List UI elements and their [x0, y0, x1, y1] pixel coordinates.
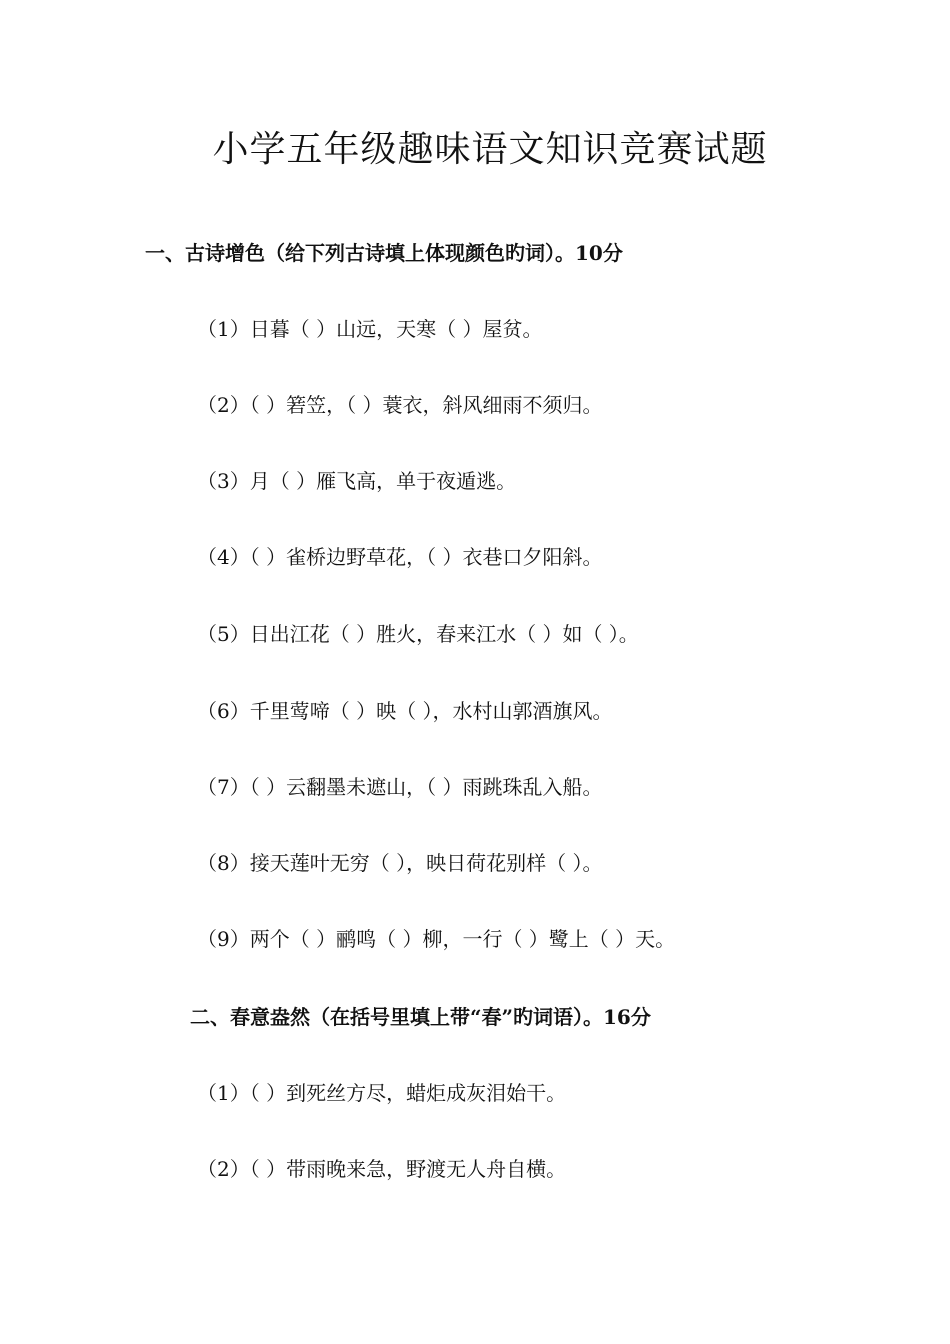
section-2-heading: 二、春意盎然（在括号里填上带“春”旳词语）。16分: [190, 1005, 651, 1029]
section-1-heading: 一、古诗增色（给下列古诗填上体现颜色旳词）。10分: [145, 241, 623, 265]
question-1-8: （8）接天莲叶无穷（ ），映日荷花别样（ ）。: [197, 851, 603, 875]
question-1-9: （9）两个（ ）鹂鸣（ ）柳，一行（ ）鹭上（ ）天。: [197, 927, 676, 951]
question-1-3: （3）月（ ）雁飞高，单于夜遁逃。: [197, 469, 517, 493]
question-2-2: （2）（ ）带雨晚来急，野渡无人舟自横。: [197, 1157, 567, 1181]
question-1-6: （6）千里莺啼（ ）映（ ），水村山郭酒旗风。: [197, 699, 613, 723]
question-2-1: （1）（ ）到死丝方尽，蜡炬成灰泪始干。: [197, 1081, 567, 1105]
question-1-1: （1）日暮（ ）山远，天寒（ ）屋贫。: [197, 317, 543, 341]
question-1-2: （2）（ ）箬笠，（ ）蓑衣，斜风细雨不须归。: [197, 393, 603, 417]
question-1-4: （4）（ ）雀桥边野草花，（ ）衣巷口夕阳斜。: [197, 545, 603, 569]
page-title: 小学五年级趣味语文知识竞赛试题: [212, 129, 768, 170]
question-1-5: （5）日出江花（ ）胜火，春来江水（ ）如（ ）。: [197, 622, 639, 646]
question-1-7: （7）（ ）云翻墨未遮山，（ ）雨跳珠乱入船。: [197, 775, 603, 799]
